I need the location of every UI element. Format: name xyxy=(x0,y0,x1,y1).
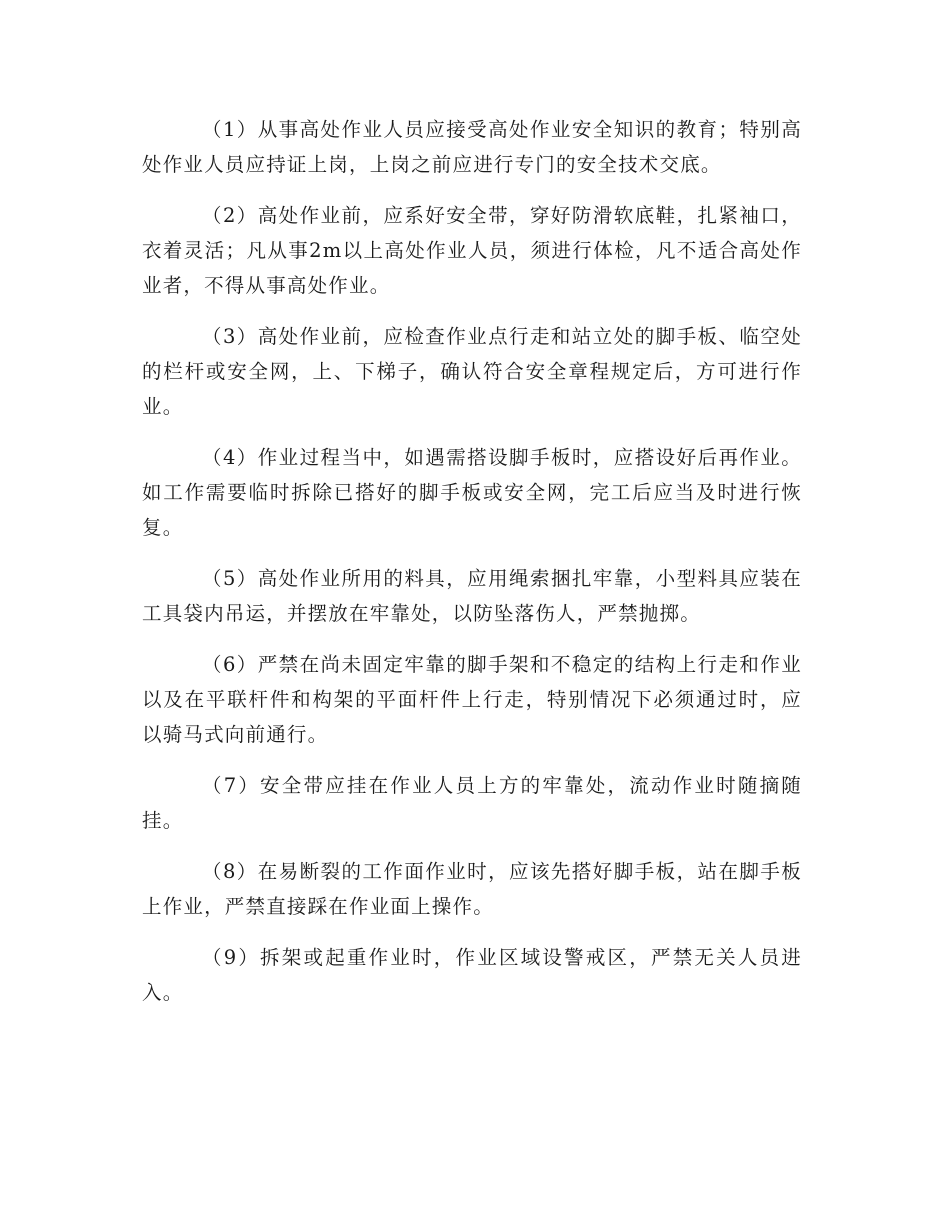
paragraph-3: （3）高处作业前，应检查作业点行走和站立处的脚手板、临空处的栏杆或安全网，上、下梯子，确认符合安全章程规定后，方可进行作业。 xyxy=(142,325,802,418)
paragraph-1: （1）从事高处作业人员应接受高处作业安全知识的教育；特别高处作业人员应持证上岗，上岗之前应进行专门的安全技术交底。 xyxy=(142,118,802,176)
paragraph-8: （8）在易断裂的工作面作业时，应该先搭好脚手板，站在脚手板上作业，严禁直接踩在作业面上操作。 xyxy=(142,860,802,918)
paragraph-4: （4）作业过程当中，如遇需搭设脚手板时，应搭设好后再作业。如工作需要临时拆除已搭好的脚手板或安全网，完工后应当及时进行恢复。 xyxy=(142,446,802,539)
document-body xyxy=(142,112,802,1026)
paragraph-9: （9）拆架或起重作业时，作业区域设警戒区，严禁无关人员进入。 xyxy=(142,946,802,1004)
paragraph-5: （5）高处作业所用的料具，应用绳索捆扎牢靠，小型料具应装在工具袋内吊运，并摆放在牢靠处，以防坠落伤人，严禁抛掷。 xyxy=(142,567,802,625)
paragraph-7: （7）安全带应挂在作业人员上方的牢靠处，流动作业时随摘随挂。 xyxy=(142,774,802,832)
paragraph-6: （6）严禁在尚未固定牢靠的脚手架和不稳定的结构上行走和作业以及在平联杆件和构架的平面杆件上行走，特别情况下必须通过时，应以骑马式向前通行。 xyxy=(142,653,802,746)
paragraph-2: （2）高处作业前，应系好安全带，穿好防滑软底鞋，扎紧袖口，衣着灵活；凡从事2m以上高处作业人员，须进行体检，凡不适合高处作业者，不得从事高处作业。 xyxy=(142,204,802,297)
